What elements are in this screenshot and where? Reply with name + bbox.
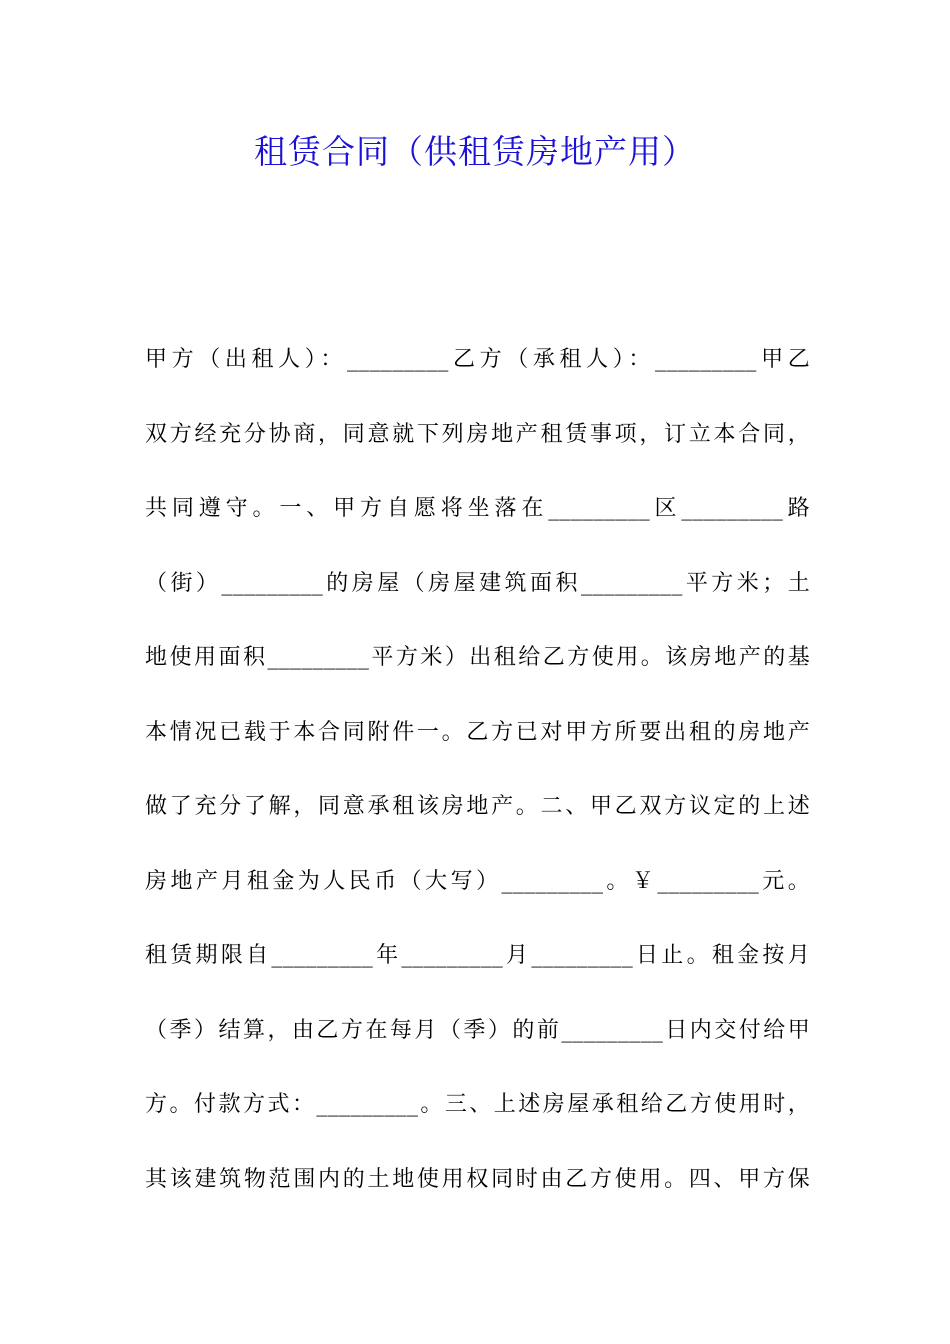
document-title: 租赁合同（供租赁房地产用） [254, 132, 696, 171]
paragraph-line: 做了充分了解，同意承租该房地产。二、甲乙双方议定的上述 [145, 794, 810, 819]
paragraph-line: 方。付款方式：_________。三、上述房屋承租给乙方使用时， [145, 1092, 810, 1117]
paragraph-line: 本情况已载于本合同附件一。乙方已对甲方所要出租的房地产 [145, 720, 810, 745]
paragraph-line: （街）_________的房屋（房屋建筑面积_________平方米；土 [145, 571, 810, 596]
paragraph-line: 甲方（出租人）：_________乙方（承租人）：_________甲乙 [145, 347, 810, 372]
paragraph-line: 地使用面积_________平方米）出租给乙方使用。该房地产的基 [145, 645, 810, 670]
paragraph-line: 双方经充分协商，同意就下列房地产租赁事项，订立本合同， [145, 422, 810, 447]
paragraph-line: 其该建筑物范围内的土地使用权同时由乙方使用。四、甲方保 [145, 1167, 810, 1192]
paragraph-line: 租赁期限自_________年_________月_________日止。租金按月 [145, 943, 810, 968]
paragraph-line: 房地产月租金为人民币（大写）_________。￥_________元。 [145, 869, 810, 894]
paragraph-line: 共同遵守。一、甲方自愿将坐落在_________区_________路 [145, 496, 810, 521]
paragraph-line: （季）结算，由乙方在每月（季）的前_________日内交付给甲 [145, 1018, 810, 1043]
